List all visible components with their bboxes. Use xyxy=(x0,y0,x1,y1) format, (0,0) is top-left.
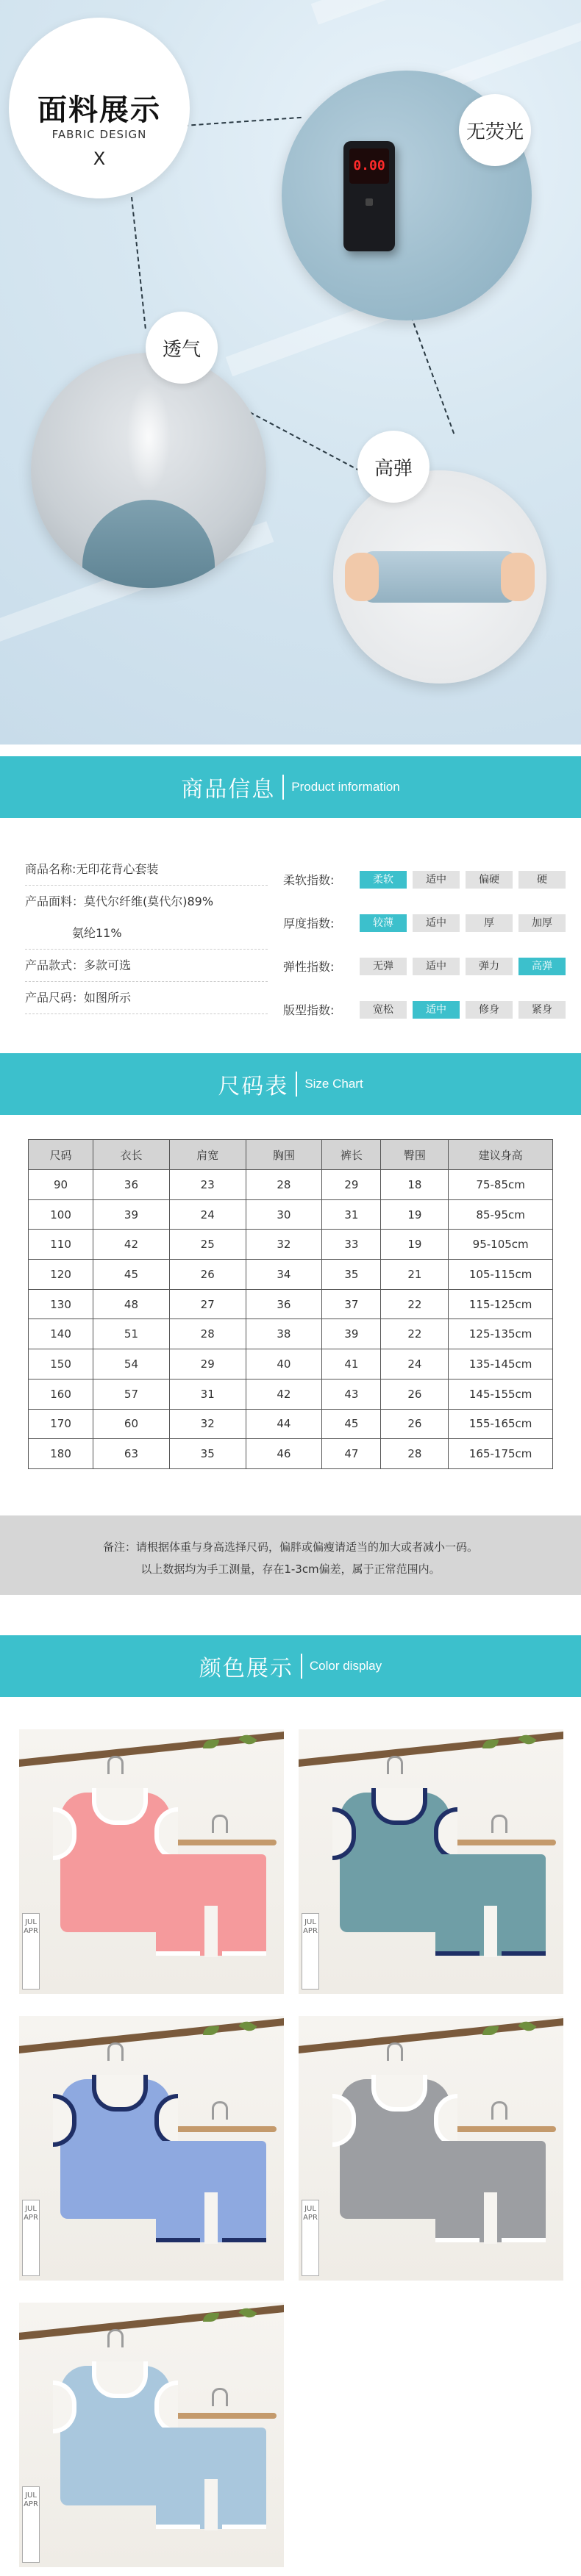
section-title: 尺码表 xyxy=(218,1074,289,1099)
table-cell: 24 xyxy=(381,1349,449,1380)
table-cell: 41 xyxy=(322,1349,381,1380)
feature-label-uv: 无荧光 xyxy=(459,94,531,166)
shorts-hem xyxy=(435,2238,480,2242)
section-header-color-display xyxy=(0,1635,581,1697)
table-cell: 28 xyxy=(381,1439,449,1469)
shorts-hem xyxy=(222,2525,266,2529)
attribute-option: 适中 xyxy=(413,914,460,932)
hanger-hook-icon xyxy=(491,1815,507,1833)
hanger-bar xyxy=(166,1840,277,1845)
vest-armhole xyxy=(434,1807,457,1860)
column-header: 臀围 xyxy=(381,1140,449,1170)
column-header: 建议身高 xyxy=(449,1140,553,1170)
table-cell: 40 xyxy=(246,1349,322,1380)
table-cell: 140 xyxy=(29,1319,93,1349)
attribute-option: 无弹 xyxy=(360,958,407,975)
table-row xyxy=(29,1319,553,1349)
table-cell: 44 xyxy=(246,1409,322,1439)
info-row-style: 产品款式：多款可选 xyxy=(25,950,268,982)
table-cell: 28 xyxy=(169,1319,246,1349)
vest-armhole xyxy=(154,1807,178,1860)
vest-armhole xyxy=(332,1807,356,1860)
stretched-fabric xyxy=(363,551,517,603)
title-divider xyxy=(282,775,284,800)
table-cell: 45 xyxy=(93,1260,170,1290)
hanger-hook-icon xyxy=(107,2042,124,2061)
attribute-option-selected: 柔软 xyxy=(360,871,407,889)
table-cell: 26 xyxy=(381,1379,449,1409)
vest-neckline xyxy=(92,2075,148,2112)
size-table-wrapper xyxy=(28,1139,553,1469)
attribute-option-selected: 较薄 xyxy=(360,914,407,932)
table-cell: 26 xyxy=(169,1260,246,1290)
vest-armhole xyxy=(53,2381,76,2433)
color-photo-light-blue xyxy=(19,2303,284,2567)
table-cell: 23 xyxy=(169,1170,246,1200)
table-cell: 43 xyxy=(322,1379,381,1409)
table-cell: 22 xyxy=(381,1289,449,1319)
shorts xyxy=(156,2428,266,2529)
feature-label-elastic: 高弹 xyxy=(357,431,429,503)
fabric-mark: X xyxy=(93,148,106,169)
attribute-name: 厚度指数: xyxy=(283,916,335,930)
hanger-hook-icon xyxy=(491,2101,507,2120)
table-row xyxy=(29,1379,553,1409)
column-header: 胸围 xyxy=(246,1140,322,1170)
shorts-leg-gap xyxy=(204,1906,218,1957)
vest-armhole xyxy=(53,1807,76,1860)
section-title: 商品信息 xyxy=(181,777,276,803)
attribute-name: 弹性指数: xyxy=(283,960,335,974)
table-cell: 29 xyxy=(169,1349,246,1380)
table-cell: 37 xyxy=(322,1289,381,1319)
vest-armhole xyxy=(434,2094,457,2147)
vest-armhole xyxy=(332,2094,356,2147)
table-cell: 48 xyxy=(93,1289,170,1319)
hanger-hook-icon xyxy=(212,2101,228,2120)
shorts-leg-gap xyxy=(484,1906,497,1957)
dashed-connector xyxy=(184,117,302,126)
attribute-option: 适中 xyxy=(413,871,460,889)
table-cell: 19 xyxy=(381,1230,449,1260)
light-streak xyxy=(311,0,499,25)
table-cell: 120 xyxy=(29,1260,93,1290)
info-row-fabric: 产品面料：莫代尔纤维(莫代尔)89% xyxy=(25,894,214,908)
attribute-row xyxy=(283,858,574,901)
attribute-option: 弹力 xyxy=(466,958,513,975)
vest-neckline xyxy=(92,2361,148,2398)
attribute-option: 紧身 xyxy=(518,1001,566,1019)
table-cell: 180 xyxy=(29,1439,93,1469)
table-cell: 57 xyxy=(93,1379,170,1409)
hanger-hook-icon xyxy=(107,2329,124,2347)
calendar-tag: JUL APR xyxy=(22,2200,40,2276)
table-cell: 150 xyxy=(29,1349,93,1380)
table-cell: 105-115cm xyxy=(449,1260,553,1290)
attribute-row xyxy=(283,944,574,988)
attribute-row xyxy=(283,901,574,944)
table-cell: 42 xyxy=(246,1379,322,1409)
table-row xyxy=(29,1199,553,1230)
table-cell: 32 xyxy=(169,1409,246,1439)
attribute-option: 偏硬 xyxy=(466,871,513,889)
table-cell: 31 xyxy=(169,1379,246,1409)
hanger-hook-icon xyxy=(212,2388,228,2406)
vest-neckline xyxy=(371,1788,427,1825)
table-row xyxy=(29,1439,553,1469)
uv-meter-icon xyxy=(343,141,395,251)
hand-icon xyxy=(501,553,535,601)
size-note-line: 以上数据均为手工测量，存在1-3cm偏差，属于正常范围内。 xyxy=(140,1563,441,1576)
column-header: 裤长 xyxy=(322,1140,381,1170)
vest-neckline xyxy=(371,2075,427,2112)
table-row xyxy=(29,1260,553,1290)
product-info xyxy=(0,818,581,1030)
shorts-leg-gap xyxy=(204,2192,218,2244)
shorts xyxy=(156,1854,266,1956)
table-cell: 90 xyxy=(29,1170,93,1200)
vest-top xyxy=(60,2366,171,2505)
vest-neckline xyxy=(92,1788,148,1825)
dashed-connector xyxy=(131,197,146,329)
table-cell: 47 xyxy=(322,1439,381,1469)
table-row xyxy=(29,1289,553,1319)
calendar-tag: JUL APR xyxy=(302,1913,319,1990)
shorts-hem xyxy=(502,1951,546,1956)
vest-top xyxy=(340,2079,450,2219)
vest-top xyxy=(340,1793,450,1932)
color-photo-teal xyxy=(299,1729,563,1994)
table-cell: 130 xyxy=(29,1289,93,1319)
table-row xyxy=(29,1230,553,1260)
table-cell: 85-95cm xyxy=(449,1199,553,1230)
shorts-hem xyxy=(222,1951,266,1956)
column-header: 衣长 xyxy=(93,1140,170,1170)
attribute-name: 柔软指数: xyxy=(283,873,335,887)
fabric-title: 面料展示 xyxy=(38,93,161,127)
table-cell: 24 xyxy=(169,1199,246,1230)
table-cell: 38 xyxy=(246,1319,322,1349)
table-row xyxy=(29,1349,553,1380)
shorts-hem xyxy=(156,1951,200,1956)
calendar-tag: JUL APR xyxy=(302,2200,319,2276)
uv-meter-readout: 0.00 xyxy=(349,148,389,184)
section-subtitle: Color display xyxy=(309,1659,382,1673)
table-cell: 21 xyxy=(381,1260,449,1290)
size-note xyxy=(0,1515,581,1595)
table-cell: 42 xyxy=(93,1230,170,1260)
attribute-option: 适中 xyxy=(413,958,460,975)
color-photo-pink xyxy=(19,1729,284,1994)
info-row-size: 产品尺码：如图所示 xyxy=(25,982,268,1014)
dashed-connector xyxy=(410,316,455,434)
info-row-fabric-extra: 氨纶11% xyxy=(25,917,268,950)
section-subtitle: Product information xyxy=(291,780,400,794)
table-cell: 145-155cm xyxy=(449,1379,553,1409)
attribute-option: 硬 xyxy=(518,871,566,889)
breathable-photo xyxy=(31,353,266,588)
hand-icon xyxy=(345,553,379,601)
table-cell: 160 xyxy=(29,1379,93,1409)
attribute-option: 加厚 xyxy=(518,914,566,932)
vest-top xyxy=(60,1793,171,1932)
attribute-option: 修身 xyxy=(466,1001,513,1019)
color-photo-blue xyxy=(19,2016,284,2281)
table-cell: 36 xyxy=(93,1170,170,1200)
table-cell: 125-135cm xyxy=(449,1319,553,1349)
table-cell: 31 xyxy=(322,1199,381,1230)
attribute-option-selected: 高弹 xyxy=(518,958,566,975)
shorts-hem xyxy=(156,2525,200,2529)
table-cell: 75-85cm xyxy=(449,1170,553,1200)
table-cell: 35 xyxy=(169,1439,246,1469)
section-title: 颜色展示 xyxy=(199,1656,293,1682)
hanger-hook-icon xyxy=(387,1756,403,1774)
table-cell: 27 xyxy=(169,1289,246,1319)
size-note-line: 备注：请根据体重与身高选择尺码，偏胖或偏瘦请适当的加大或者减小一码。 xyxy=(102,1540,478,1554)
vest-armhole xyxy=(154,2094,178,2147)
shorts xyxy=(156,2141,266,2242)
hanger-bar xyxy=(166,2126,277,2132)
vest-armhole xyxy=(53,2094,76,2147)
hanger-hook-icon xyxy=(212,1815,228,1833)
column-header: 肩宽 xyxy=(169,1140,246,1170)
table-header-row xyxy=(29,1140,553,1170)
table-cell: 100 xyxy=(29,1199,93,1230)
section-subtitle: Size Chart xyxy=(304,1077,363,1091)
attribute-row xyxy=(283,988,574,1031)
table-cell: 32 xyxy=(246,1230,322,1260)
table-cell: 165-175cm xyxy=(449,1439,553,1469)
fabric-showcase xyxy=(0,0,581,745)
table-cell: 51 xyxy=(93,1319,170,1349)
column-header: 尺码 xyxy=(29,1140,93,1170)
table-cell: 35 xyxy=(322,1260,381,1290)
table-cell: 22 xyxy=(381,1319,449,1349)
hanger-bar xyxy=(446,2126,556,2132)
uv-meter-button xyxy=(366,198,373,206)
table-cell: 115-125cm xyxy=(449,1289,553,1319)
title-divider xyxy=(301,1654,302,1679)
hanger-hook-icon xyxy=(107,1756,124,1774)
attribute-option-selected: 适中 xyxy=(413,1001,460,1019)
table-cell: 36 xyxy=(246,1289,322,1319)
table-cell: 46 xyxy=(246,1439,322,1469)
table-cell: 19 xyxy=(381,1199,449,1230)
shorts-leg-gap xyxy=(204,2479,218,2530)
table-cell: 34 xyxy=(246,1260,322,1290)
table-cell: 54 xyxy=(93,1349,170,1380)
attribute-option: 厚 xyxy=(466,914,513,932)
shorts-hem xyxy=(222,2238,266,2242)
fabric-drape xyxy=(82,500,215,588)
calendar-tag: JUL APR xyxy=(22,1913,40,1990)
table-cell: 110 xyxy=(29,1230,93,1260)
size-table xyxy=(28,1139,553,1469)
table-cell: 95-105cm xyxy=(449,1230,553,1260)
shorts-leg-gap xyxy=(484,2192,497,2244)
table-cell: 29 xyxy=(322,1170,381,1200)
info-list xyxy=(25,853,268,1014)
info-row-name: 商品名称:无印花背心套装 xyxy=(25,853,268,886)
steam-icon xyxy=(126,382,171,492)
calendar-tag: JUL APR xyxy=(22,2486,40,2563)
elastic-photo xyxy=(333,470,546,684)
fabric-title-badge xyxy=(9,18,190,198)
table-cell: 18 xyxy=(381,1170,449,1200)
table-cell: 26 xyxy=(381,1409,449,1439)
table-cell: 28 xyxy=(246,1170,322,1200)
table-cell: 45 xyxy=(322,1409,381,1439)
section-header-size-chart xyxy=(0,1053,581,1115)
shorts-hem xyxy=(502,2238,546,2242)
attribute-option: 宽松 xyxy=(360,1001,407,1019)
shorts-hem xyxy=(156,2238,200,2242)
vest-top xyxy=(60,2079,171,2219)
table-cell: 135-145cm xyxy=(449,1349,553,1380)
table-cell: 30 xyxy=(246,1199,322,1230)
table-cell: 33 xyxy=(322,1230,381,1260)
hanger-hook-icon xyxy=(387,2042,403,2061)
table-cell: 25 xyxy=(169,1230,246,1260)
hanger-bar xyxy=(446,1840,556,1845)
color-photo-gray xyxy=(299,2016,563,2281)
attribute-indices xyxy=(283,858,574,1031)
feature-label-breathable: 透气 xyxy=(146,312,218,384)
hanger-bar xyxy=(166,2413,277,2419)
table-cell: 170 xyxy=(29,1409,93,1439)
title-divider xyxy=(296,1072,297,1097)
fabric-subtitle: FABRIC DESIGN xyxy=(51,128,147,141)
table-row xyxy=(29,1409,553,1439)
table-cell: 39 xyxy=(93,1199,170,1230)
section-header-product-info xyxy=(0,756,581,818)
table-cell: 39 xyxy=(322,1319,381,1349)
table-cell: 60 xyxy=(93,1409,170,1439)
shorts-hem xyxy=(435,1951,480,1956)
table-cell: 63 xyxy=(93,1439,170,1469)
table-row xyxy=(29,1170,553,1200)
shorts xyxy=(435,1854,546,1956)
table-cell: 155-165cm xyxy=(449,1409,553,1439)
vest-armhole xyxy=(154,2381,178,2433)
attribute-name: 版型指数: xyxy=(283,1003,335,1017)
shorts xyxy=(435,2141,546,2242)
